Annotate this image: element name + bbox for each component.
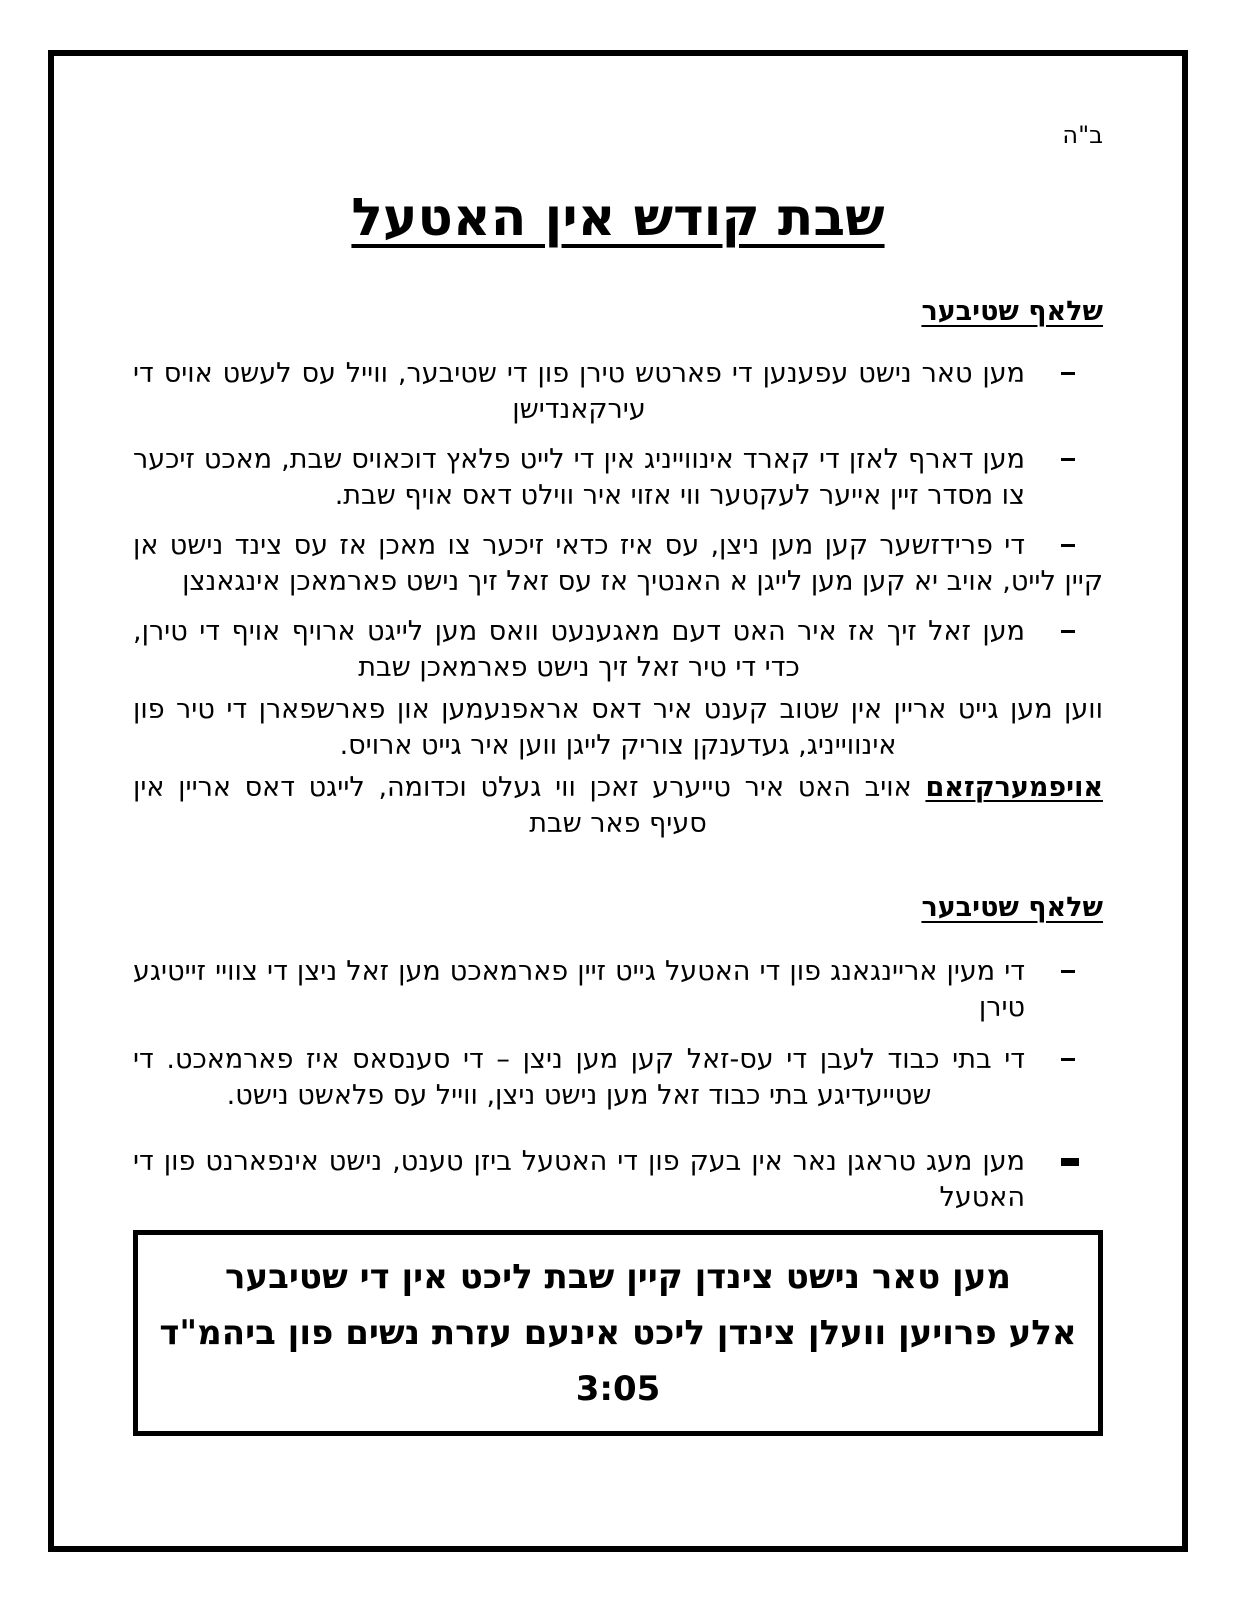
notice-line-2: אלע פרויען וועלן צינדן ליכט אינעם עזרת נשים פון ביהמ"ד 3:05 (159, 1313, 1077, 1409)
list-item (133, 528, 1103, 600)
bullet-text: די פרידזשער קען מען ניצן, עס איז כדאי זיכער צו מאכן אז עס צינד נישט אן קיין לייט, אויב יא קען מען לייגן א האנטיך אז עס זאל זיך נישט פארמאכן אינגאנצן (133, 530, 1103, 597)
list-item (133, 1144, 1103, 1216)
attention-paragraph (133, 770, 1103, 842)
bullet-text: מען טאר נישט עפענען די פארטש טירן פון די שטיבער, ווייל עס לעשט אויס די עירקאנדישן (133, 358, 1025, 425)
page-border-frame (48, 50, 1188, 1552)
list-item (133, 442, 1103, 514)
bullet-text: די בתי כבוד לעבן די עס-זאל קען מען ניצן – די סענסאס איז פארמאכט. די שטייעדיגע בתי כבוד זאל מען נישט ניצן, ווייל עס פלאשט נישט. (133, 1044, 1025, 1111)
attention-text: אויב האט איר טייערע זאכן ווי געלט וכדומה, לייגט דאס אריין אין סעיף פאר שבת (133, 772, 926, 839)
list-item (133, 1042, 1103, 1114)
continuation-paragraph: ווען מען גייט אריין אין שטוב קענט איר דאס אראפנעמען און פארשפארן די טיר פון אינווייניג, געדענקן צוריק לייגן ווען איר גייט ארויס. (133, 694, 1103, 761)
attention-label: אויפמערקזאם (925, 772, 1103, 803)
section-2-bullet-list (133, 954, 1103, 1216)
bullet-dash-icon (1061, 630, 1075, 633)
notice-line-1: מען טאר נישט צינדן קיין שבת ליכט אין די שטיבער (225, 1257, 1011, 1297)
bullet-dash-icon (1061, 372, 1075, 375)
list-item (133, 614, 1103, 686)
section-1-bullet-list (133, 356, 1103, 686)
bullet-text: די מעין אריינגאנג פון די האטעל גייט זיין פארמאכט מען זאל ניצן די צוויי זייטיגע טירן (133, 956, 1025, 1023)
bullet-text: מען מעג טראגן נאר אין בעק פון די האטעל ביזן טענט, נישט אינפארנט פון די האטעל (133, 1146, 1025, 1213)
list-item (133, 356, 1103, 428)
page-title: שבת קודש אין האטעל (351, 188, 885, 248)
list-item (133, 954, 1103, 1026)
bsd-mark: ב"ה (1062, 121, 1103, 149)
section-heading-2: שלאף שטיבער (921, 892, 1103, 923)
bullet-text: מען זאל זיך אז איר האט דעם מאגענעט וואס מען לייגט ארויף אויף די טירן, כדי די טיר זאל זיך נישט פארמאכן שבת (133, 616, 1025, 683)
bullet-dash-icon (1061, 970, 1075, 973)
bullet-bold-dash-icon (1061, 1158, 1079, 1166)
candle-lighting-notice-box (133, 1230, 1103, 1436)
bullet-dash-icon (1061, 544, 1075, 547)
bullet-dash-icon (1061, 1058, 1075, 1061)
section-heading-1: שלאף שטיבער (921, 296, 1103, 327)
bullet-dash-icon (1061, 458, 1075, 461)
bullet-text: מען דארף לאזן די קארד אינווייניג אין די לייט פלאץ דוכאויס שבת, מאכט זיכער צו מסדר זיין אייער לעקטער ווי אזוי איר ווילט דאס אויף שבת. (133, 444, 1025, 511)
